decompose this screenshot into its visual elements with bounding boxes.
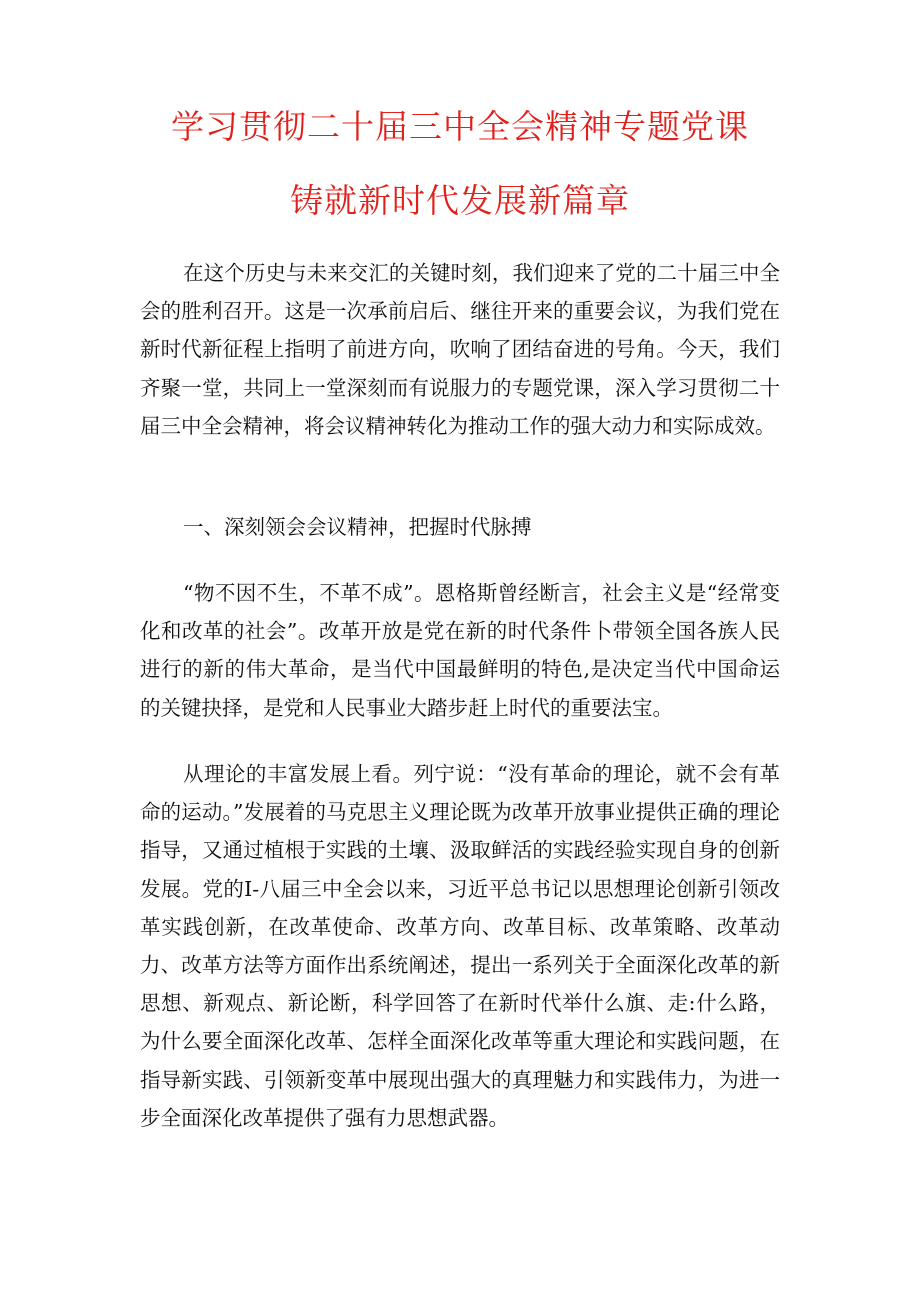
quote-paragraph: “物不因不生，不革不成”。恩格斯曾经断言，社会主义是“经常变化和改革的社会”。改革开放是党在新的时代条件卜带领全国各族人民进行的新的伟大革命，是当代中国最鲜明的特色,是决定当代中国命运的关键抉择，是党和人民事业大踏步赶上时代的重要法宝。 bbox=[140, 581, 780, 720]
section-heading: 一、深刻领会会议精神，把握时代脉搏 bbox=[183, 515, 532, 539]
document-subtitle: 铸就新时代发展新篇章 bbox=[290, 181, 630, 220]
document-title: 学习贯彻二十届三中全会精神专题党课 bbox=[171, 107, 749, 146]
intro-paragraph: 在这个历史与未来交汇的关键时刻，我们迎来了党的二十届三中全会的胜利召开。这是一次承前启后、继往开来的重要会议，为我们党在新时代新征程上指明了前进方向，吹响了团结奋进的号角。今天，我们齐聚一堂，共同上一堂深刻而有说服力的专题党课，深入学习贯彻二十届三中全会精神，将会议精神转化为推动工作的强大动力和实际成效。 bbox=[140, 261, 780, 438]
theory-paragraph: 从理论的丰富发展上看。列宁说：“没有革命的理论，就不会有革命的运动。”发展着的马克思主义理论既为改革开放事业提供正确的理论指导，又通过植根于实践的土壤、汲取鲜活的实践经验实现自身的创新发展。党的I-八届三中全会以来，习近平总书记以思想理论创新引领改革实践创新，在改革使命、改革方向、改革目标、改革策略、改革动力、改革方法等方面作出系统阐述，提出一系列关于全面深化改革的新思想、新观点、新论断，科学回答了在新时代举什么旗、走:什么路，为什么要全面深化改革、怎样全面深化改革等重大理论和实践问题，在指导新实践、引领新变革中展现出强大的真理魅力和实践伟力，为进一步全面深化改革提供了强有力思想武器。 bbox=[140, 762, 780, 1130]
